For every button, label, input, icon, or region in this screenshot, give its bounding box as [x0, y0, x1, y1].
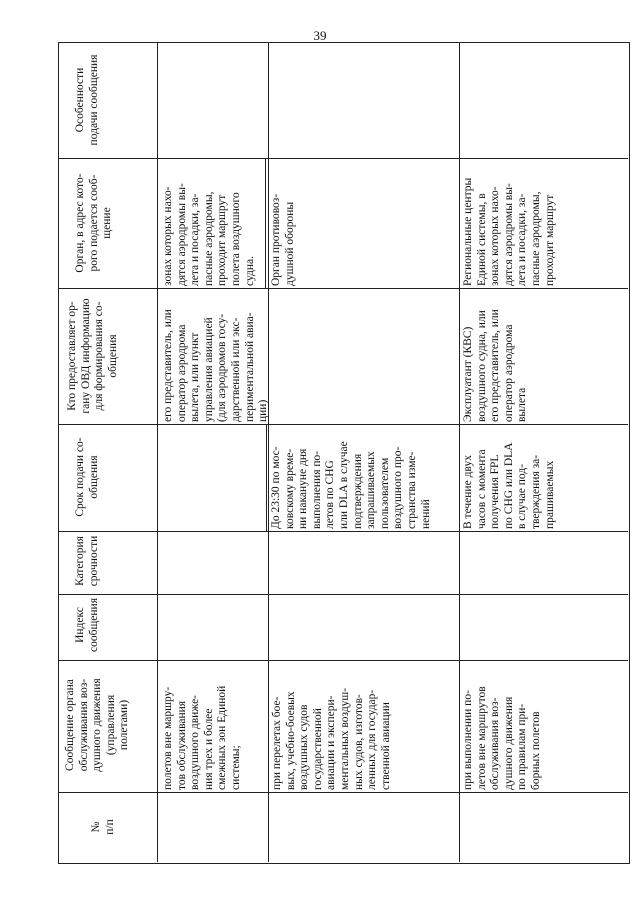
header-message: Сообщение органа обслуживания воз- душного движения (управления полетами)	[64, 678, 131, 772]
row-separator-header	[157, 42, 158, 862]
row1-recipient-a: зонах которых нахо- дятся аэродромы вы- лета и посадки, за- пасные аэродромы, проходит маршрут полета воздушного судна.	[162, 183, 256, 286]
row-separator-1	[268, 42, 269, 862]
header-features: Особенности подачи сообщения	[74, 54, 100, 146]
header-index: Индекс сообщения	[74, 598, 100, 653]
header-category: Категория срочности	[74, 535, 100, 587]
row2-recipient: Региональные центры Единой системы, в зонах которых нахо- дятся аэродромы вы- лета и посадки, за- пасные аэродромы, проходит маршрут	[462, 177, 556, 286]
row1-message-a: полетов вне маршру- тов обслуживания воздушного движе- ния трех и более смежных зон Единой системы;	[162, 685, 242, 790]
page-number: 39	[313, 28, 327, 43]
row2-provider: Эксплуатант (КВС) воздушного судна, или его представитель, или оператор аэродрома вылета	[462, 309, 529, 422]
row1-deadline: До 23:30 по мос- ковскому време- ни накануне дня выполнения по- летов по CHG или DLA в случае подтверждения запрашиваемых пользователем воздушного про- странства изме- нений	[270, 441, 432, 529]
col-separator-category	[58, 594, 628, 595]
header-provider: Кто предоставляет ор- гану ОВД информацию для формирования со- общения	[66, 298, 119, 414]
row1-message-b: при перелетах бое- вых, учебно-боевых воздушных судов государственной авиации и экспери- ментальных воздуш- ных судов, изготов- ленных для государ- ственной авиации	[271, 687, 392, 790]
col-separator-deadline	[58, 531, 628, 532]
row-separator-2	[459, 42, 460, 862]
row1-recipient-inner-separator	[265, 158, 266, 288]
header-deadline: Срок подачи со- общения	[74, 437, 100, 517]
row2-deadline: В течение двух часов с момента получения FPL по CHG или DLA в случае под- тверждения за- прашиваемых	[462, 442, 556, 529]
col-separator-features	[58, 158, 628, 159]
row1-provider: его представитель, или оператор аэродрома вылета, или пункт управления авиацией (для аэродромов госу- дарственной или экс- периментальной авиа- ции)	[162, 309, 270, 422]
row1-deadline-inner-separator	[266, 424, 267, 531]
row1-recipient-b: Орган противовоз- душной обороны	[270, 193, 296, 286]
col-separator-recipient	[58, 288, 628, 289]
header-num: № п/п	[90, 819, 116, 835]
header-recipient: Орган, в адрес кото- рого подается сооб- щение	[74, 173, 114, 273]
row2-message: при выполнении по- летов вне маршрутов обслуживания воз- душного движения по правилам при- борных полетов	[462, 686, 542, 790]
col-separator-message	[58, 792, 628, 793]
